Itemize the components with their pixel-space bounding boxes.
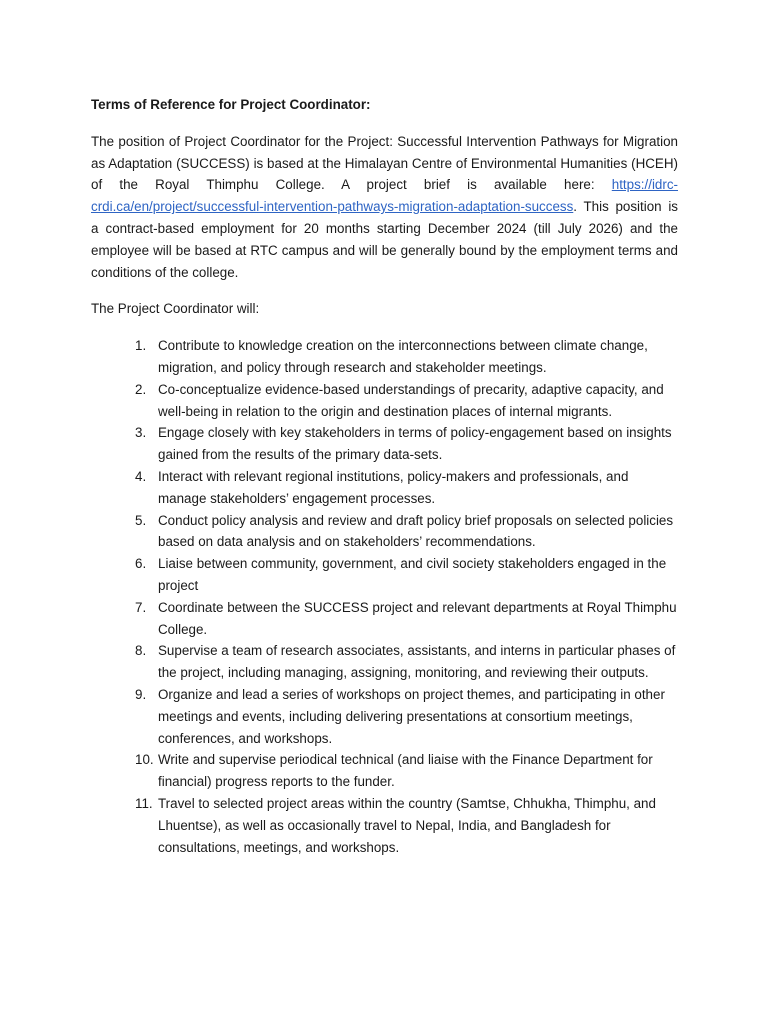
- list-item-text: Engage closely with key stakeholders in terms of policy-engagement based on insights gained from the results of the primary data-sets.: [158, 425, 672, 463]
- list-item: [135, 510, 678, 554]
- list-item: [135, 749, 678, 793]
- list-item-text: Liaise between community, government, and civil society stakeholders engaged in the project: [158, 556, 667, 593]
- duties-lead: The Project Coordinator will:: [91, 301, 260, 317]
- list-item: [135, 422, 678, 466]
- list-item-text: Interact with relevant regional institutions, policy-makers and professionals, and manage stakeholders’ engagement processes.: [158, 468, 629, 506]
- list-item: [135, 640, 678, 684]
- list-item-text: Contribute to knowledge creation on the interconnections between climate change, migration, and policy through research and stakeholder meetings.: [158, 338, 648, 375]
- list-item-number: 6.: [135, 556, 147, 572]
- duties-list: [91, 335, 678, 858]
- intro-text-after-link: . This position is a contract-based employment for 20 months starting December 2024 (till July 2026) and the employee will be based at RTC campus and will be generally bound by the employment terms and conditions of the college.: [91, 199, 678, 280]
- list-item: [135, 379, 678, 423]
- list-item: [135, 553, 678, 597]
- list-item: [135, 335, 678, 379]
- list-item-number: 10.: [135, 752, 154, 768]
- list-item-number: 8.: [135, 643, 147, 659]
- list-item-text: Coordinate between the SUCCESS project and relevant departments at Royal Thimphu College.: [158, 599, 677, 637]
- list-item-number: 4.: [135, 468, 147, 484]
- list-item-text: Co-conceptualize evidence-based understandings of precarity, adaptive capacity, and well-being in relation to the origin and destination places of internal migrants.: [158, 381, 664, 419]
- list-item-number: 11.: [135, 795, 153, 811]
- list-item-number: 7.: [135, 599, 147, 615]
- list-item-text: Conduct policy analysis and review and draft policy brief proposals on selected policies based on data analysis and on stakeholders’ recommendations.: [158, 512, 674, 550]
- project-brief-link[interactable]: https://idrc-crdi.ca/en/project/successful-intervention-pathways-migration-adaptation-success: [91, 177, 678, 215]
- list-item-text: Organize and lead a series of workshops on project themes, and participating in other meetings and events, including delivering presentations at consortium meetings, conferences, and workshops.: [158, 686, 665, 746]
- list-item-text: Travel to selected project areas within the country (Samtse, Chhukha, Thimphu, and Lhuentse), as well as occasionally travel to Nepal, India, and Bangladesh for consultations, meetings, and workshops.: [158, 795, 656, 855]
- list-item-number: 9.: [135, 686, 147, 702]
- list-item-text: Supervise a team of research associates, assistants, and interns in particular phases of the project, including managing, assigning, monitoring, and reviewing their outputs.: [158, 643, 676, 681]
- list-item-number: 2.: [135, 381, 147, 397]
- list-item: [135, 684, 678, 749]
- list-item-number: 3.: [135, 425, 147, 441]
- intro-text-before-link: The position of Project Coordinator for the Project: Successful Intervention Pathways for Migration as Adaptation (SUCCESS) is based at the Himalayan Centre of Environmental Humanities (HCEH) of the Royal Thimphu College. A project brief is available here:: [91, 133, 678, 193]
- document-body: [91, 94, 678, 858]
- list-item: [135, 793, 678, 858]
- list-item: [135, 466, 678, 510]
- list-item-number: 5.: [135, 512, 147, 528]
- intro-paragraph: [91, 131, 678, 284]
- list-item: [135, 597, 678, 641]
- document-heading: Terms of Reference for Project Coordinator:: [91, 97, 371, 112]
- list-item-number: 1.: [135, 338, 147, 354]
- list-item-text: Write and supervise periodical technical (and liaise with the Finance Department for financial) progress reports to the funder.: [158, 752, 653, 790]
